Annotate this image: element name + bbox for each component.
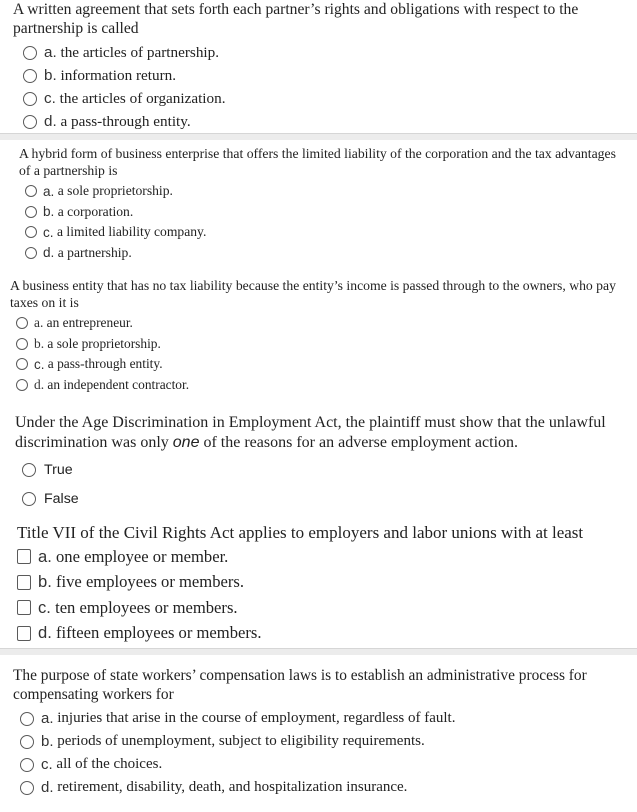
answer-option[interactable] <box>17 621 631 647</box>
option-text: fifteen employees or members. <box>56 623 262 643</box>
answer-option[interactable] <box>16 334 625 355</box>
option-text: a pass-through entity. <box>47 356 163 372</box>
radio-button[interactable] <box>16 379 28 391</box>
radio-button[interactable] <box>23 92 37 106</box>
answer-option[interactable] <box>17 595 631 621</box>
option-text: the articles of organization. <box>59 89 226 107</box>
answer-option-true[interactable] <box>22 455 629 484</box>
option-letter: d. <box>38 623 52 643</box>
option-letter: d. <box>34 376 45 392</box>
option-letter: a. <box>41 710 54 727</box>
option-text: a limited liability company. <box>56 224 207 240</box>
option-text: information return. <box>60 66 177 84</box>
option-text: retirement, disability, death, and hospitalization insurance. <box>57 779 408 795</box>
answer-option[interactable] <box>20 753 631 776</box>
option-text: True <box>44 461 73 478</box>
answer-option[interactable] <box>25 243 627 264</box>
radio-button[interactable] <box>16 338 28 350</box>
question-3 <box>0 277 637 395</box>
option-text: a sole proprietorship. <box>57 183 173 199</box>
question-stem: The purpose of state workers’ compensation laws is to establish an administrative process for compensating workers for <box>13 667 587 703</box>
answer-option[interactable] <box>20 730 631 753</box>
option-text: ten employees or members. <box>55 597 238 617</box>
question-1 <box>0 0 637 133</box>
option-text: one employee or member. <box>56 546 229 566</box>
radio-button[interactable] <box>20 735 34 749</box>
option-letter: b. <box>34 335 45 351</box>
radio-button[interactable] <box>22 492 36 506</box>
answer-option[interactable] <box>23 110 631 133</box>
stem-text-after: of the reasons for an adverse employment action. <box>199 434 519 451</box>
question-stem: A hybrid form of business enterprise that offers the limited liability of the corporation and the tax advantages of a partnership is <box>19 146 616 178</box>
option-text: the articles of partnership. <box>60 43 220 61</box>
option-text: an entrepreneur. <box>46 315 133 331</box>
stem-emphasis: one <box>172 434 200 451</box>
answer-option[interactable] <box>17 544 631 570</box>
radio-button[interactable] <box>20 712 34 726</box>
option-text: a corporation. <box>57 203 134 219</box>
option-letter: d. <box>44 113 57 130</box>
question-4 <box>0 413 637 513</box>
question-divider <box>0 133 637 140</box>
question-stem: A business entity that has no tax liability because the entity’s income is passed through to the owners, who pay taxes on it is <box>10 278 616 310</box>
option-text: a pass-through entity. <box>60 112 191 130</box>
option-letter: c. <box>38 597 51 617</box>
option-letter: b. <box>43 204 55 220</box>
radio-button[interactable] <box>23 46 37 60</box>
option-letter: d. <box>41 779 54 796</box>
option-letter: b. <box>38 572 52 592</box>
question-5 <box>0 522 637 646</box>
answer-option[interactable] <box>25 222 627 243</box>
option-letter: c. <box>34 356 45 372</box>
answer-option[interactable] <box>23 41 631 64</box>
option-text: False <box>44 490 79 507</box>
checkbox[interactable] <box>17 549 31 564</box>
option-letter: a. <box>43 183 55 199</box>
radio-button[interactable] <box>25 247 37 259</box>
answer-option[interactable] <box>25 181 627 202</box>
question-divider <box>0 648 637 655</box>
option-letter: c. <box>41 756 53 773</box>
answer-option[interactable] <box>16 354 625 375</box>
answer-option[interactable] <box>16 313 625 334</box>
answer-option[interactable] <box>16 375 625 396</box>
checkbox[interactable] <box>17 600 31 615</box>
answer-option-false[interactable] <box>22 484 629 513</box>
checkbox[interactable] <box>17 575 31 590</box>
option-text: injuries that arise in the course of employment, regardless of fault. <box>57 710 456 726</box>
option-text: a sole proprietorship. <box>47 335 161 351</box>
answer-option[interactable] <box>25 202 627 223</box>
option-letter: b. <box>41 733 54 750</box>
option-letter: a. <box>38 546 52 566</box>
answer-option[interactable] <box>23 64 631 87</box>
question-stem <box>15 413 629 453</box>
option-letter: a. <box>44 44 57 61</box>
radio-button[interactable] <box>25 226 37 238</box>
checkbox[interactable] <box>17 626 31 641</box>
option-letter: c. <box>43 224 54 240</box>
option-text: periods of unemployment, subject to eligibility requirements. <box>57 733 425 749</box>
radio-button[interactable] <box>16 358 28 370</box>
radio-button[interactable] <box>20 781 34 795</box>
answer-option[interactable] <box>23 87 631 110</box>
option-letter: d. <box>43 245 55 261</box>
option-letter: a. <box>34 315 44 331</box>
option-letter: c. <box>44 90 56 107</box>
question-6 <box>0 666 637 799</box>
radio-button[interactable] <box>23 115 37 129</box>
option-letter: b. <box>44 67 57 84</box>
option-text: five employees or members. <box>56 572 245 592</box>
radio-button[interactable] <box>16 317 28 329</box>
radio-button[interactable] <box>22 463 36 477</box>
option-text: all of the choices. <box>56 756 163 772</box>
option-text: a partnership. <box>57 244 132 260</box>
answer-option[interactable] <box>20 776 631 799</box>
radio-button[interactable] <box>23 69 37 83</box>
radio-button[interactable] <box>25 185 37 197</box>
option-text: an independent contractor. <box>47 376 190 392</box>
question-2 <box>0 145 637 263</box>
radio-button[interactable] <box>20 758 34 772</box>
question-stem: A written agreement that sets forth each partner’s rights and obligations with respect to the partnership is called <box>13 1 579 37</box>
answer-option[interactable] <box>20 707 631 730</box>
answer-option[interactable] <box>17 570 631 596</box>
radio-button[interactable] <box>25 206 37 218</box>
stem-text-before: Under the Age Discrimination in Employment Act, the plaintiff must show that the unlawful discrimination was only <box>15 414 606 451</box>
question-stem: Title VII of the Civil Rights Act applies to employers and labor unions with at least <box>17 523 584 542</box>
